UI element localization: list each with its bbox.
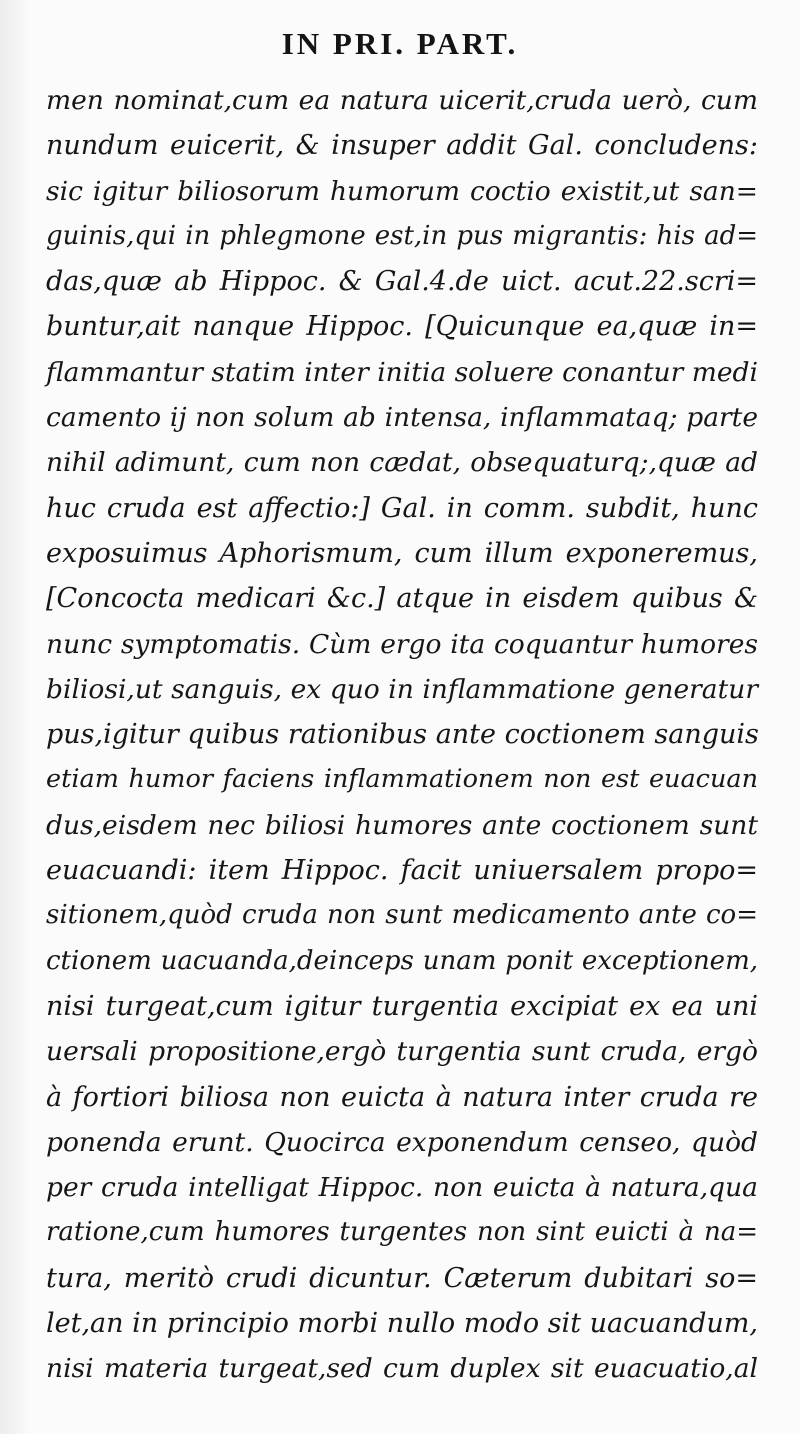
text-line: dus,eisdem nec biliosi humores ante coctionem sunt: [46, 809, 758, 841]
text-line: à fortiori biliosa non euicta à natura inter cruda re: [46, 1081, 758, 1113]
text-line: let,an in principio morbi nullo modo sit uacuandum,: [46, 1308, 758, 1340]
text-line: ratione,cum humores turgentes non sint euicti à na=: [46, 1217, 758, 1248]
text-line: men nominat,cum ea natura uicerit,cruda uerò, cum: [46, 85, 758, 116]
text-line: flammantur statim inter initia soluere conantur medi: [46, 356, 758, 388]
text-line: nihil adimunt, cum non cædat, obsequaturq;,quæ ad: [46, 447, 758, 479]
text-line: buntur,ait nanque Hippoc. [Quicunque ea,quæ in=: [46, 311, 758, 343]
running-head: IN PRI. PART.: [281, 26, 519, 61]
text-line: nisi turgeat,cum igitur turgentia excipiat ex ea uni: [46, 990, 758, 1022]
text-line: [Concocta medicari &c.] atque in eisdem quibus &: [46, 583, 758, 615]
text-line: nundum euicerit, & insuper addit Gal. concludens:: [46, 130, 758, 162]
text-line: uersali propositione,ergò turgentia sunt cruda, ergò: [46, 1036, 758, 1068]
text-line: guinis,qui in phlegmone est,in pus migrantis: his ad=: [46, 220, 758, 251]
text-line: per cruda intelligat Hippoc. non euicta à natura,qua: [46, 1172, 758, 1204]
text-line: nunc symptomatis. Cùm ergo ita coquantur humores: [46, 628, 758, 660]
text-line: euacuandi: item Hippoc. facit uniuersalem propo=: [46, 855, 758, 887]
text-line: das,quæ ab Hippoc. & Gal.4.de uict. acut.22.scri=: [46, 266, 758, 298]
text-line: ponenda erunt. Quocirca exponendum censeo, quòd: [46, 1126, 758, 1158]
text-line: etiam humor faciens inflammationem non est euacuan: [46, 764, 758, 795]
text-block: [46, 78, 758, 1392]
text-line: camento ij non solum ab intensa, inflammataq; parte: [46, 402, 758, 434]
text-line: ctionem uacuanda,deinceps unam ponit exceptionem,: [46, 945, 758, 976]
text-line: sic igitur biliosorum humorum coctio existit,ut san=: [46, 175, 758, 207]
text-line: biliosi,ut sanguis, ex quo in inflammatione generatur: [46, 673, 758, 705]
text-line: huc cruda est affectio:] Gal. in comm. subdit, hunc: [46, 492, 758, 524]
text-line: tura, meritò crudi dicuntur. Cæterum dubitari so=: [46, 1262, 758, 1294]
text-line: exposuimus Aphorismum, cum illum exponeremus,: [46, 537, 758, 569]
text-line: sitionem,quòd cruda non sunt medicamento ante co=: [46, 900, 758, 931]
text-line: nisi materia turgeat,sed cum duplex sit euacuatio,al: [46, 1353, 758, 1385]
text-line: pus,igitur quibus rationibus ante coctionem sanguis: [46, 719, 759, 751]
